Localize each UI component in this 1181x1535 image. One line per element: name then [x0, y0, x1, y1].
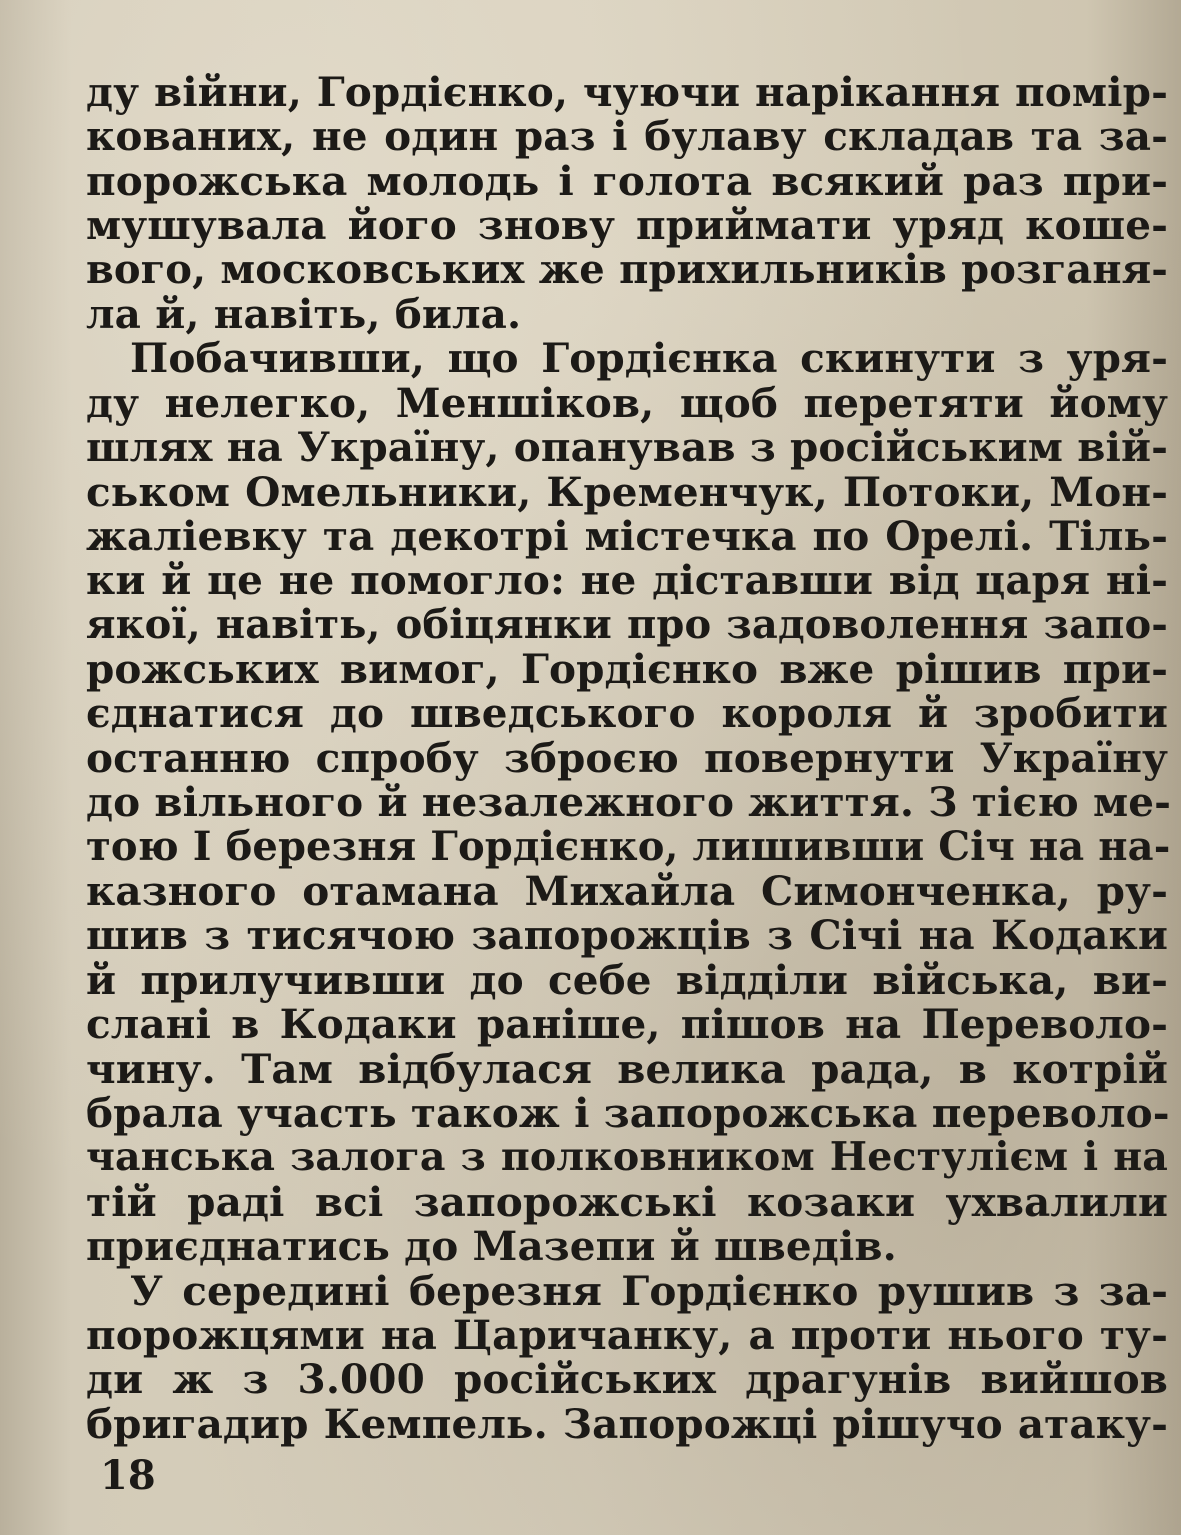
- text-line: тій раді всі запорожські козаки ухвалили: [86, 1177, 1168, 1226]
- text-line: мушувала його знову приймати уряд коше-: [86, 201, 1168, 250]
- text-line: приєднатись до Мазепи й шведів.: [86, 1222, 897, 1271]
- text-line: єднатися до шведського короля й зробити: [86, 689, 1168, 738]
- text-line: ду нелегко, Меншіков, щоб перетяти йому: [86, 378, 1168, 427]
- text-line: ла й, навіть, била.: [86, 289, 522, 338]
- text-line: чанська залога з полковником Нестулієм і на: [86, 1134, 1168, 1181]
- text-line: ки й це не помогло: не діставши від царя ні-: [86, 556, 1168, 605]
- text-line: ду війни, Гордієнко, чуючи нарікання помір-: [86, 68, 1168, 116]
- text-line: бригадир Кемпель. Запорожці рішучо атаку-: [86, 1399, 1168, 1448]
- text-line: ськом Омельники, Кременчук, Потоки, Мон-: [86, 467, 1168, 516]
- text-line: до вільного й незалежного життя. З тією ме-: [86, 778, 1172, 827]
- text-line: шлях на Україну, опанував з російським вій-: [86, 423, 1168, 472]
- text-line: брала участь також і запорожська переволо-: [86, 1088, 1170, 1137]
- text-line: останню спробу зброєю повернути Україну: [86, 733, 1168, 782]
- text-line: слані в Кодаки раніше, пішов на Переволо-: [86, 1000, 1168, 1049]
- text-line: кованих, не один раз і булаву складав та за-: [86, 112, 1168, 161]
- text-line: ди ж з 3.000 російських драгунів вийшов: [86, 1355, 1168, 1404]
- body-text: [86, 68, 1172, 1448]
- text-line: порожцями на Царичанку, а проти нього ту-: [86, 1310, 1168, 1359]
- text-line: якої, навіть, обіцянки про задоволення запо-: [86, 600, 1168, 648]
- text-line: порожська молодь і голота всякий раз при-: [86, 156, 1168, 205]
- text-line: рожських вимог, Гордієнко вже рішив при-: [86, 645, 1168, 694]
- page-number: 18: [100, 1452, 156, 1499]
- text-line: шив з тисячою запорожців з Січі на Кодаки: [86, 911, 1168, 960]
- text-line: Побачивши, що Гордієнка скинути з уря-: [130, 334, 1168, 383]
- text-line: й прилучивши до себе відділи війська, ви-: [86, 955, 1168, 1004]
- text-line: жаліевку та декотрі містечка по Орелі. Тіль-: [86, 511, 1168, 560]
- text-line: вого, московських же прихильників розганя-: [86, 245, 1168, 293]
- text-line: У середині березня Гордієнко рушив з за-: [130, 1266, 1168, 1315]
- text-line: тою І березня Гордієнко, лишивши Січ на на-: [86, 822, 1171, 870]
- text-line: казного отамана Михайла Симонченка, ру-: [86, 867, 1168, 916]
- text-line: чину. Там відбулася велика рада, в котрій: [86, 1044, 1168, 1093]
